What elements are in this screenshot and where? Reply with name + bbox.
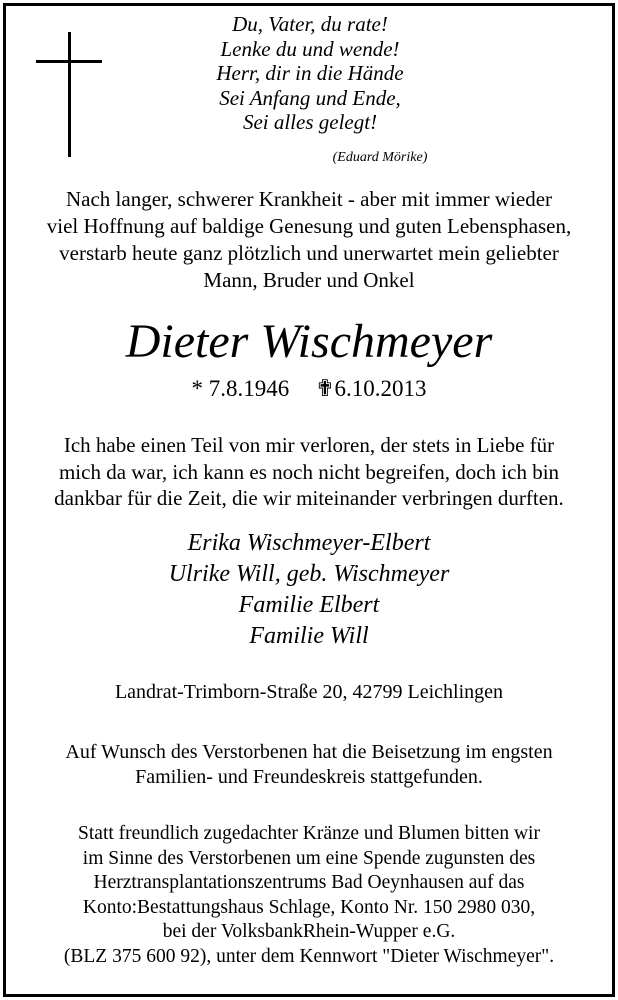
- mourner: Ulrike Will, geb. Wischmeyer: [168, 561, 450, 587]
- intro-line: Mann, Bruder und Onkel: [203, 268, 415, 292]
- mourner: Familie Will: [249, 623, 369, 649]
- donation-line: Statt freundlich zugedachter Kränze und Blumen bitten wir: [78, 823, 540, 844]
- cross-icon: [36, 32, 102, 157]
- donation-note: [6, 822, 612, 969]
- poem-author: (Eduard Mörike): [332, 150, 428, 165]
- mourner: Familie Elbert: [238, 592, 380, 618]
- donation-line: Konto:Bestattungshaus Schlage, Konto Nr. 150 2980 030,: [82, 896, 536, 918]
- grief-line: Ich habe einen Teil von mir verloren, der stets in Liebe für: [63, 433, 555, 457]
- grief-line: dankbar für die Zeit, die wir miteinander verbringen durften.: [54, 486, 564, 510]
- poem-line: Lenke du und wende!: [220, 36, 400, 61]
- donation-line: bei der VolksbankRhein-Wupper e.G.: [162, 921, 456, 942]
- grief-text: [6, 432, 612, 512]
- poem-line: Herr, dir in die Hände: [216, 61, 404, 85]
- mourners-list: [6, 528, 612, 652]
- mourner-address: Landrat-Trimborn-Straße 20, 42799 Leichlingen: [114, 681, 504, 703]
- donation-line: (BLZ 375 600 92), unter dem Kennwort "Dieter Wischmeyer".: [63, 945, 555, 967]
- burial-line: Familien- und Freundeskreis stattgefunden.: [135, 766, 483, 788]
- mourner: Erika Wischmeyer-Elbert: [187, 530, 431, 556]
- donation-line: im Sinne des Verstorbenen um eine Spende zugunsten des: [82, 847, 536, 869]
- life-dates: [6, 374, 612, 404]
- intro-line: viel Hoffnung auf baldige Genesung und guten Lebensphasen,: [46, 214, 572, 238]
- birth-date: * 7.8.1946: [191, 376, 290, 401]
- donation-line: Herztransplantationszentrums Bad Oeynhausen auf das: [93, 872, 525, 893]
- poem-line: Sei Anfang und Ende,: [219, 85, 401, 110]
- grief-line: mich da war, ich kann es noch nicht begreifen, doch ich bin: [58, 459, 560, 484]
- burial-note: [6, 740, 612, 790]
- death-date: ✟6.10.2013: [315, 376, 427, 401]
- poem: [150, 12, 470, 135]
- intro-line: Nach langer, schwerer Krankheit - aber mit immer wieder: [65, 187, 553, 211]
- poem-line: Du, Vater, du rate!: [232, 12, 388, 36]
- intro-text: [6, 186, 612, 294]
- deceased-name: Dieter Wischmeyer: [125, 315, 493, 368]
- burial-line: Auf Wunsch des Verstorbenen hat die Beisetzung im engsten: [65, 741, 553, 763]
- intro-line: verstarb heute ganz plötzlich und unerwartet mein geliebter: [59, 241, 559, 265]
- poem-line: Sei alles gelegt!: [242, 110, 378, 134]
